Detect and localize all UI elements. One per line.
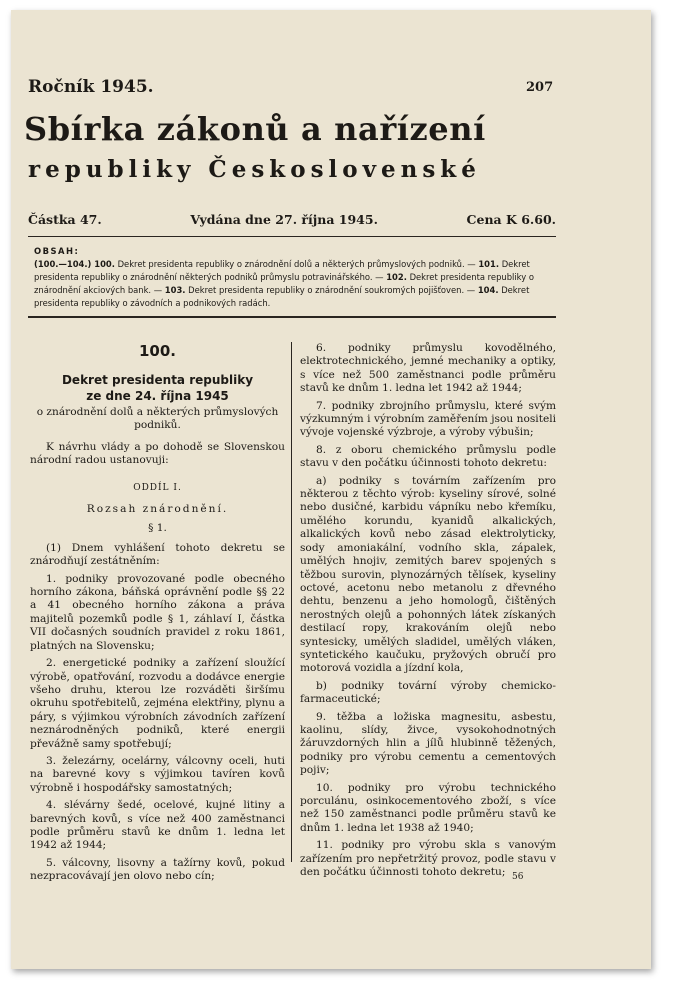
paragraph-text: (1) Dnem vyhlášení tohoto dekretu se znárodňují zestátněním: [30, 541, 285, 568]
contents-entry: Dekret presidenta republiky o znárodnění některých podniků průmyslu potravinářského. — [34, 259, 530, 282]
decree-number: 100. [138, 342, 176, 360]
contents-entry: Dekret presidenta republiky o znárodnění dolů a některých průmyslových podniků. — [117, 259, 476, 269]
contents-label: OBSAH: [34, 246, 80, 256]
divider-contents [28, 316, 556, 318]
list-item: 10. podniky pro výrobu technického porculánu, osinkocementového zboží, s více než 150 zaměstnanci podle průměru stavů ke dnům 1. ledna let 1938 až 1940; [300, 781, 556, 834]
list-item: 6. podniky průmyslu kovodělného, elektrotechnického, jemné mechaniky a optiky, s více než 500 zaměstnanci podle průměru stavů ke dnům 1. ledna let 1942 až 1944; [300, 342, 556, 395]
issue-info [28, 212, 556, 227]
contents-entry: Dekret presidenta republiky o závodních a podnikových radách. [34, 285, 530, 308]
contents-number: (100.—104.) 100. [34, 259, 115, 269]
sheet-number: 56 [512, 872, 524, 882]
list-item: 11. podniky pro výrobu skla s vanovým zařízením pro nepřetržitý provoz, podle stavu v den počátku účinnosti tohoto dekretu; [300, 839, 556, 879]
gazette-subtitle: republiky Československé [28, 156, 481, 183]
list-item: 7. podniky zbrojního průmyslu, které svým výzkumným i výrobním zaměřením jsou nositeli vývoje vojenské výzbroje, a výroby výbušin; [300, 399, 556, 439]
left-column [30, 342, 285, 888]
table-of-contents [34, 245, 554, 310]
list-item: 3. železárny, ocelárny, válcovny oceli, huti na barevné kovy s výjimkou tavíren kovů výrobně i hospodářsky samostatných; [30, 754, 285, 794]
contents-number: 101. [478, 259, 500, 269]
section-heading: ODDÍL I. [133, 482, 182, 493]
contents-entry: Dekret presidenta republiky o znárodnění soukromých pojišťoven. — [188, 285, 476, 295]
list-subitem: b) podniky tovární výroby chemicko-farmaceutické; [300, 679, 556, 706]
contents-number: 102. [386, 272, 407, 282]
list-item: 9. těžba a ložiska magnesitu, asbestu, kaolinu, slídy, živce, vysokohodnotných žáruvzdorných hlin a jílů hlubinně těžených, podniky pro výrobu cementu a cementových pojiv; [300, 710, 556, 777]
issue-price: Cena K 6.60. [466, 212, 556, 227]
list-item: 4. slévárny šedé, ocelové, kujné litiny a barevných kovů, s více než 400 zaměstnanci podle průměru stavů ke dnům 1. ledna let 1942 až 1944; [30, 799, 285, 852]
list-item: 8. z oboru chemického průmyslu podle stavu v den počátku účinnosti tohoto dekretu: [300, 443, 556, 470]
gazette-title: Sbírka zákonů a nařízení [24, 110, 486, 148]
paragraph-mark: § 1. [148, 522, 167, 535]
page-number: 207 [526, 80, 554, 95]
divider-top [28, 236, 556, 237]
decree-date: ze dne 24. října 1945 [86, 389, 229, 403]
list-item: 5. válcovny, lisovny a tažírny kovů, pokud nezpracovávají jen olovo nebo cín; [30, 856, 285, 883]
contents-entry: Dekret presidenta republiky o znárodnění akciových bank. — [34, 272, 534, 295]
issue-part: Částka 47. [28, 212, 102, 227]
list-item: 2. energetické podniky a zařízení sloužící výrobě, opatřování, rozvodu a dodávce energie všeho druhu, kterou lze rozváděti širšímu okruhu spotřebitelů, zejména elektřiny, plynu a páry, s výjimkou výrobních závodních zařízení neznárodněných podniků, které energii převážně samy spotřebují; [30, 657, 285, 750]
issue-date: Vydána dne 27. října 1945. [190, 212, 378, 227]
decree-title: Dekret presidenta republiky [61, 373, 254, 387]
contents-number: 103. [164, 285, 186, 295]
section-title: Rozsah znárodnění. [86, 503, 229, 516]
decree-intro: K návrhu vlády a po dohodě se Slovenskou národní radou ustanovuji: [30, 440, 285, 467]
list-subitem: a) podniky s továrním zařízením pro některou z těchto výrob: kyseliny sírové, solné nebo dusičné, karbidu vápníku nebo křemíku, umělého korundu, kyanidů alkalických, alkalických kovů nebo zásad elektrolyticky, sody amoniakální, vodního skla, zápalek, umělých hnojiv, zemitých barev spojených s těžbou surovin, plynozárných tělísek, kyseliny octové, acetonu nebo metanolu z dřevného dehtu, benzenu a jeho homologů, čištěných nerostných olejů a pohonných látek získaných destilací ropy, krakováním olejů nebo syntesicky, umělých sladidel, umělých vláken, syntetického kaučuku, pryžových obručí pro motorová vozidla a jízdní kola, [300, 474, 556, 675]
volume-year: Ročník 1945. [28, 77, 154, 97]
right-column [300, 342, 556, 883]
decree-subject: o znárodnění dolů a některých průmyslových podniků. [36, 406, 279, 432]
column-divider [291, 342, 292, 862]
contents-number: 104. [477, 285, 499, 295]
list-item: 1. podniky provozované podle obecného horního zákona, báňská oprávnění podle §§ 22 a 41 obecného horního zákona a práva majitelů pozemků podle § 1, záhlaví I, částka VII dočasných soudních pravidel z roku 1861, platných na Slovensku; [30, 572, 285, 652]
